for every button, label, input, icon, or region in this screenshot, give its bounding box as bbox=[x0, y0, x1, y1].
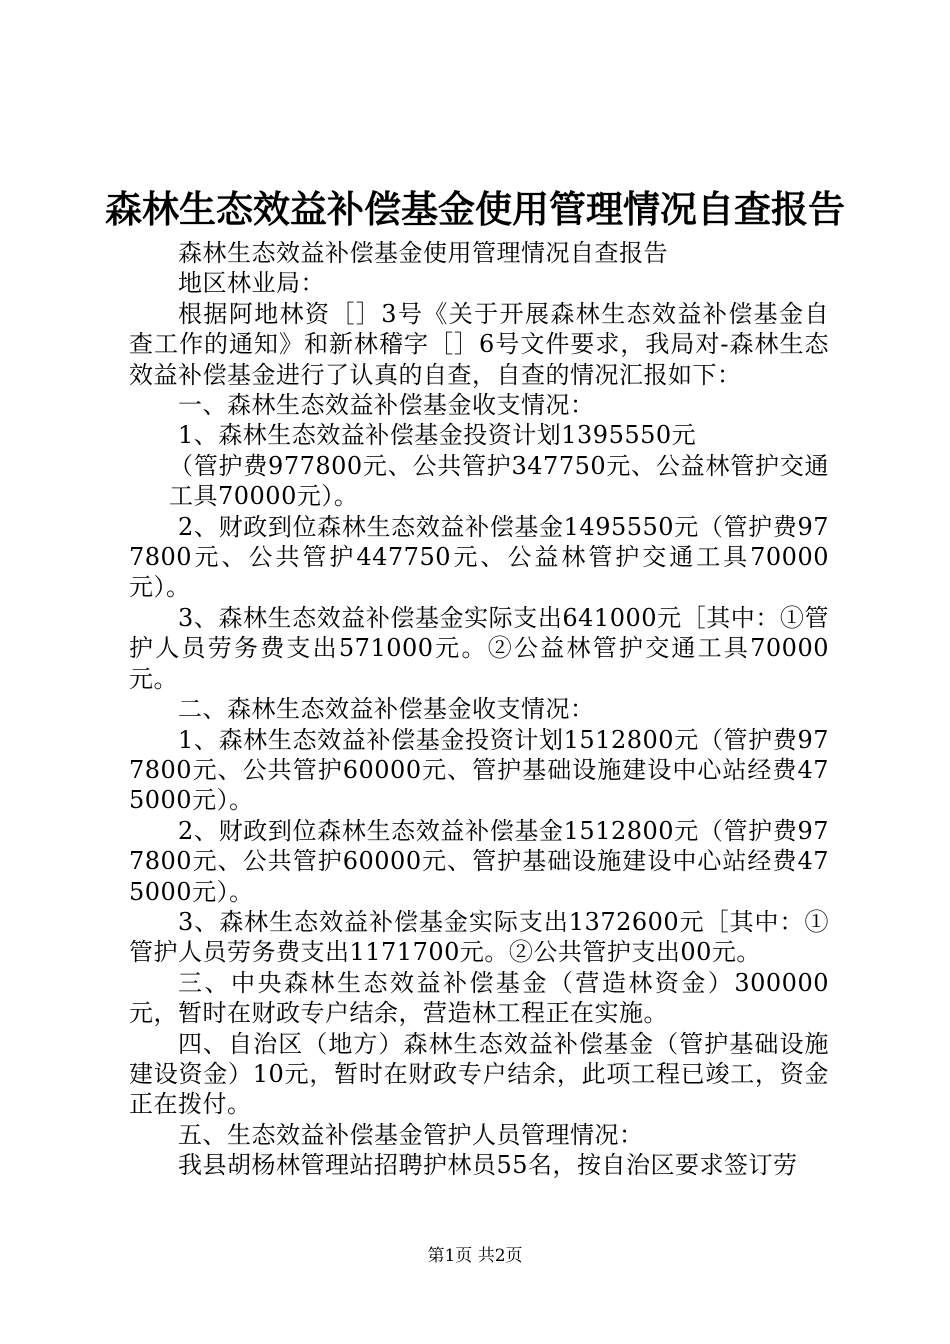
section-heading-4: 四、自治区（地方）森林生态效益补偿基金（管护基础设施建设资金）10元，暂时在财政专户结余，此项工程已竣工，资金正在拨付。 bbox=[129, 1029, 829, 1119]
section-heading-1: 一、森林生态效益补偿基金收支情况： bbox=[178, 391, 595, 420]
paragraph-item: 2、财政到位森林生态效益补偿基金1495550元（管护费977800元、公共管护447750元、公益林管护交通工具70000元）。 bbox=[129, 512, 829, 602]
page-footer: 第1页 共2页 bbox=[427, 1246, 523, 1266]
paragraph-item-detail: （管护费977800元、公共管护347750元、公益林管护交通工具70000元）。 bbox=[169, 451, 829, 511]
paragraph-item: 3、森林生态效益补偿基金实际支出641000元［其中：①管护人员劳务费支出571000元。②公益林管护交通工具70000元。 bbox=[129, 603, 829, 693]
paragraph-intro: 根据阿地林资［］3号《关于开展森林生态效益补偿基金自查工作的通知》和新林稽字［］6号文件要求，我局对-森林生态效益补偿基金进行了认真的自查，自查的情况汇报如下： bbox=[129, 299, 829, 389]
paragraph-addressee: 地区林业局： bbox=[178, 269, 325, 298]
section-heading-5: 五、生态效益补偿基金管护人员管理情况： bbox=[178, 1120, 644, 1149]
paragraph-item: 2、财政到位森林生态效益补偿基金1512800元（管护费977800元、公共管护60000元、管护基础设施建设中心站经费475000元）。 bbox=[129, 816, 829, 906]
paragraph-item: 1、森林生态效益补偿基金投资计划1395550元 bbox=[178, 421, 697, 450]
document-title: 森林生态效益补偿基金使用管理情况自查报告 bbox=[105, 187, 845, 231]
paragraph-item: 1、森林生态效益补偿基金投资计划1512800元（管护费977800元、公共管护60000元、管护基础设施建设中心站经费475000元）。 bbox=[129, 725, 829, 815]
paragraph-staff: 我县胡杨林管理站招聘护林员55名，按自治区要求签订劳 bbox=[178, 1151, 798, 1180]
paragraph-item: 3、森林生态效益补偿基金实际支出1372600元［其中：①管护人员劳务费支出1171700元。②公共管护支出00元。 bbox=[129, 907, 829, 967]
section-heading-3: 三、中央森林生态效益补偿基金（营造林资金）300000元，暂时在财政专户结余，营造林工程正在实施。 bbox=[129, 968, 829, 1028]
paragraph-subtitle: 森林生态效益补偿基金使用管理情况自查报告 bbox=[178, 239, 668, 267]
document-body bbox=[129, 238, 829, 1181]
section-heading-2: 二、森林生态效益补偿基金收支情况： bbox=[178, 695, 595, 724]
